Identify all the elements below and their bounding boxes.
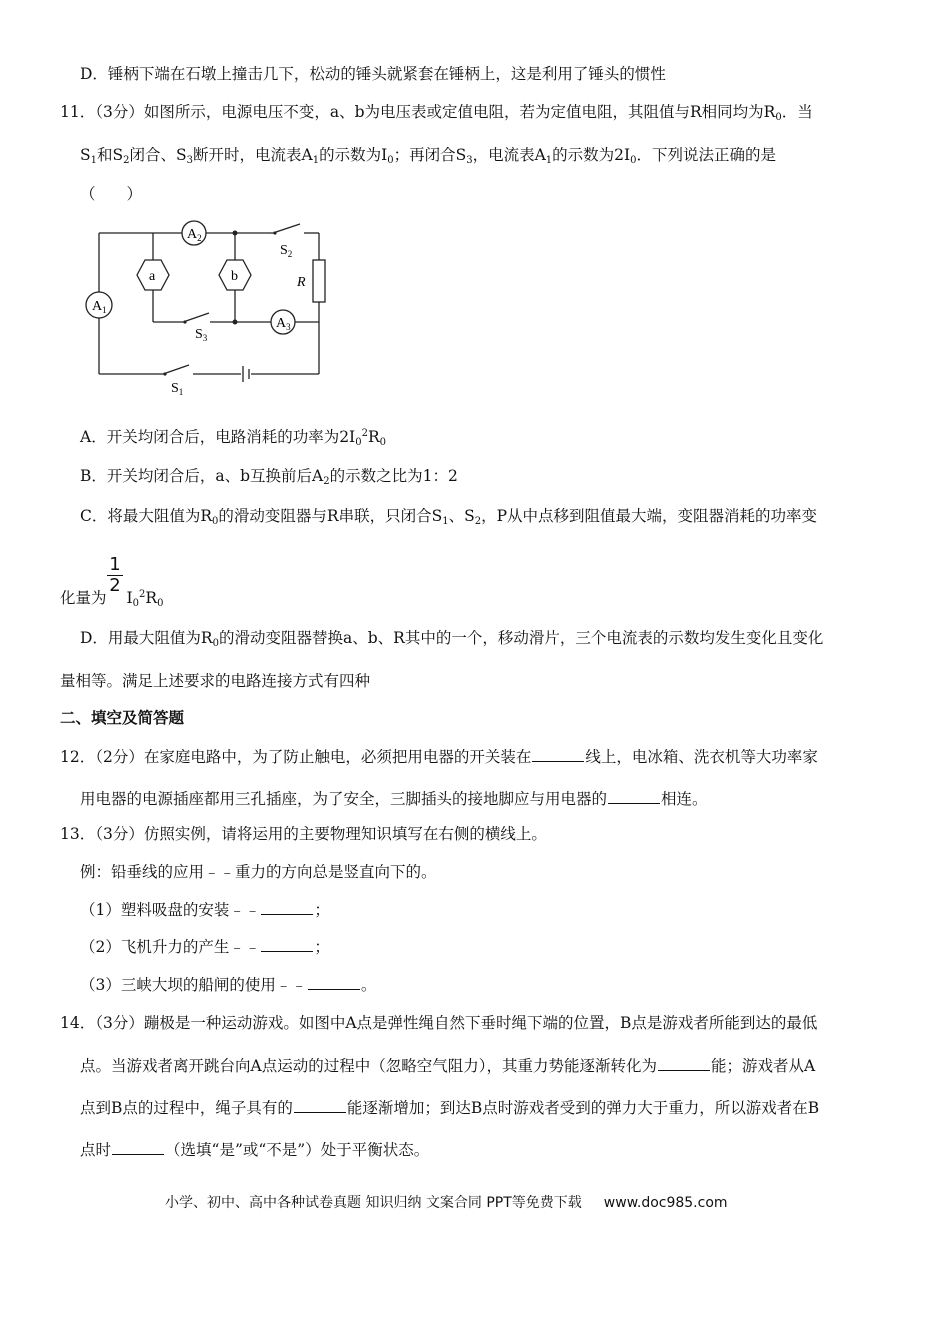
svg-text:A3: $A_3$ — [276, 316, 291, 332]
section-heading: 二、填空及简答题 — [60, 709, 185, 727]
ammeter-a2 — [182, 221, 206, 245]
answer-blank[interactable] — [261, 898, 313, 915]
answer-blank[interactable] — [608, 787, 660, 804]
q13-item-2: （2）飞机升力的产生﹣﹣ ； — [80, 935, 330, 957]
switch-s1 — [163, 365, 189, 397]
ammeter-a1 — [86, 292, 112, 318]
svg-text:S2: $S_2$ — [280, 243, 293, 259]
q12-line2: 用电器的电源插座都用三孔插座，为了安全，三脚插头的接地脚应与用电器的 相连。 — [80, 787, 708, 809]
q14-line1: 14．（3分）蹦极是一种运动游戏。如图中A点是弹性绳自然下垂时绳下端的位置，B点是游戏者所能到达的最低 — [60, 1014, 818, 1032]
element-b-hexagon — [219, 260, 251, 290]
q11-option-d-cont: 量相等。满足上述要求的电路连接方式有四种 — [60, 672, 371, 690]
q13-stem: 13．（3分）仿照实例，请将运用的主要物理知识填写在右侧的横线上。 — [60, 825, 547, 843]
answer-blank[interactable] — [112, 1138, 164, 1155]
answer-blank[interactable] — [294, 1096, 346, 1113]
page-footer — [165, 1192, 728, 1212]
footer-url-link[interactable]: www.doc985.com — [603, 1195, 728, 1211]
switch-s3 — [183, 313, 209, 343]
q11-option-a: A．开关均闭合后，电路消耗的功率为$2I_0^2R_0$ — [80, 428, 386, 448]
switch-s2 — [273, 224, 300, 259]
q13-item-3: （3）三峡大坝的船闸的使用﹣﹣ 。 — [80, 973, 376, 995]
answer-blank[interactable] — [532, 745, 584, 762]
q10-option-d: D．锤柄下端在石墩上撞击几下，松动的锤头就紧套在锤柄上，这是利用了锤头的惯性 — [80, 65, 666, 83]
footer-text: 小学、初中、高中各种试卷真题 知识归纳 文案合同 PPT等免费下载 — [165, 1195, 582, 1211]
svg-text:S3: $S_3$ — [195, 327, 208, 343]
junction-dot — [233, 320, 238, 325]
svg-text:A2: $A_2$ — [187, 227, 202, 243]
q14-line3: 点到B点的过程中，绳子具有的 能逐渐增加；到达B点时游戏者受到的弹力大于重力，所以游戏者在B — [80, 1096, 819, 1118]
junction-dot — [233, 231, 238, 236]
q13-item-1: （1）塑料吸盘的安装﹣﹣ ； — [80, 898, 330, 920]
svg-text:S1: $S_1$ — [171, 381, 184, 397]
fraction-one-half: 1 2 — [107, 556, 123, 595]
answer-blank[interactable] — [261, 935, 313, 952]
answer-blank[interactable] — [658, 1054, 710, 1071]
q11-circuit-diagram — [75, 220, 335, 410]
svg-text:R: R — [297, 275, 306, 290]
q12-line1: 12．（2分）在家庭电路中，为了防止触电，必须把用电器的开关装在 线上，电冰箱、洗衣机等大功率家 — [60, 745, 818, 767]
q11-option-d: D．用最大阻值为$R_0$的滑动变阻器替换a、b、R其中的一个，移动滑片，三个电流表的示数均发生变化且变化 — [80, 629, 824, 649]
q13-example: 例：铅垂线的应用﹣﹣重力的方向总是竖直向下的。 — [80, 863, 437, 881]
element-a-hexagon — [137, 260, 169, 290]
battery — [243, 366, 249, 382]
q11-stem-line2: $S_1$和$S_2$闭合、$S_3$断开时，电流表$A_1$的示数为$I_0$；再闭合$S_3$，电流表$A_1$的示数为$2I_0$．下列说法正确的是 — [80, 146, 777, 166]
svg-text:A1: $A_1$ — [92, 299, 107, 315]
q11-option-c-cont: 化量为 $I_0^2R_0$ — [60, 589, 164, 609]
ammeter-a3 — [271, 310, 295, 334]
resistor-r — [296, 260, 325, 302]
q14-line4: 点时 （选填“是”或“不是”）处于平衡状态。 — [80, 1138, 429, 1160]
q14-line2: 点。当游戏者离开跳台向A点运动的过程中（忽略空气阻力），其重力势能逐渐转化为 能；游戏者从A — [80, 1054, 815, 1076]
q11-stem-line1: 11．（3分）如图所示，电源电压不变，a、b为电压表或定值电阻，若为定值电阻，其阻值与R相同均为$R_0$．当 — [60, 103, 813, 123]
answer-blank[interactable] — [308, 973, 360, 990]
svg-text:a: a — [149, 269, 156, 284]
q11-option-c: C．将最大阻值为$R_0$的滑动变阻器与R串联，只闭合$S_1$、$S_2$，P从中点移到阻值最大端，变阻器消耗的功率变 — [80, 507, 818, 527]
svg-text:b: b — [231, 269, 238, 284]
q11-option-b: B．开关均闭合后，a、b互换前后$A_2$的示数之比为1：2 — [80, 467, 458, 487]
q11-answer-paren: （ ） — [80, 185, 143, 203]
